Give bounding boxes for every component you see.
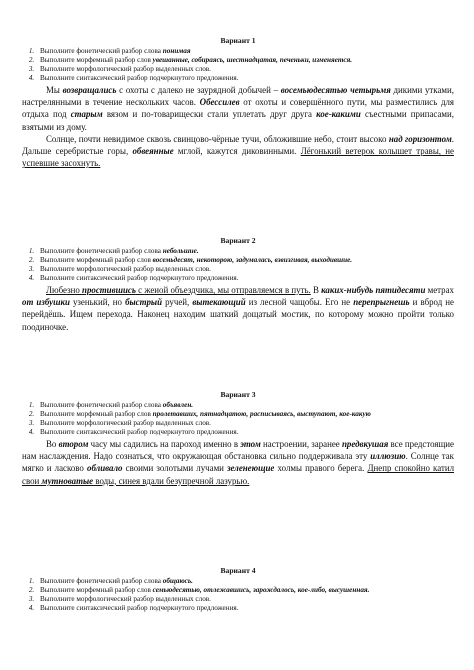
task-item: 4. Выполните синтаксический разбор подчеркнутого предложения. — [36, 74, 454, 83]
task-item: 3. Выполните морфологический разбор выделенных слов. — [36, 419, 454, 428]
variant-2 — [22, 236, 454, 333]
task-item: 2. Выполните морфемный разбор слов семьюдесятью, отлежавшись, зарождалось, кое-либо, высушенная. — [36, 586, 454, 595]
variant-4-task-list — [22, 577, 454, 613]
variant-3-title: Вариант 3 — [220, 390, 256, 399]
task-item: 3. Выполните морфологический разбор выделенных слов. — [36, 65, 454, 74]
task-item: 2. Выполните морфемный разбор слов пролетавших, пятнадцатою, расписываясь, выступают, кое-какую — [36, 410, 454, 419]
task-item: 3. Выполните морфологический разбор выделенных слов. — [36, 265, 454, 274]
underlined-sentence: жеиой объездчика, мы отправляемся в путь. — [144, 285, 311, 295]
task-item: 4. Выполните синтаксический разбор подчеркнутого предложения. — [36, 274, 454, 283]
paragraph: Солнце, почти невидимое сквозь свинцово-чёрные тучи, обложившие небо, стоит высоко над горизонтом. Дальше серебристые горы, обвеянные мглой, кажутся диковинными. Лёгонький ветерок колышет травы, не успевшие засохнуть. — [22, 133, 454, 169]
task-item: 1. Выполните фонетический разбор слова объявлен. — [36, 401, 454, 410]
variant-4-title: Вариант 4 — [220, 566, 256, 575]
variant-4 — [22, 566, 454, 613]
variant-3-passage — [22, 438, 454, 487]
task-item: 3. Выполните морфологический разбор выделенных слов. — [36, 595, 454, 604]
task-item: 2. Выполните морфемный разбор слов восемьдесят, некоторою, задумалась, взвизгивая, выходившие. — [36, 256, 454, 265]
paragraph: Во втором часу мы садились на пароход именно в этом настроении, заранее предвкушая все предстоящие нам наслаждения. Надо сознаться, что окружающая обстановка сильно поддерживала эту иллюзию. Солнце так мягко и ласково обливало своими золотыми лучами зеленеющие холмы правого берега. Днепр спокойно катил свои мутноватые воды, синея вдали безупречной лазурью. — [22, 439, 454, 486]
task-item: 1. Выполните фонетический разбор слова общаюсь. — [36, 577, 454, 586]
variant-3 — [22, 390, 454, 487]
variant-2-passage — [22, 284, 454, 333]
variant-1-title: Вариант 1 — [220, 36, 256, 45]
variant-2-task-list — [22, 247, 454, 283]
variant-1-task-list — [22, 47, 454, 83]
task-item: 1. Выполните фонетический разбор слова понимая — [36, 47, 454, 56]
underlined-sentence: Днепр спокойно катил свои — [22, 463, 454, 486]
variant-2-title: Вариант 2 — [220, 236, 256, 245]
task-item: 2. Выполните морфемный разбор слов увешанные, собираясь, шестнадцатая, печеньки, изменяется. — [36, 56, 454, 65]
variant-1 — [22, 36, 454, 169]
task-item: 1. Выполните фонетический разбор слова небольшие. — [36, 247, 454, 256]
paragraph: Любезно простившись с жеиой объездчика, мы отправляемся в путь. В каких-нибудь пятидесяти метрах от избушки узенький, но быстрый ручей, вытекающий из лесной чащобы. Его не перепрыгнешь и вброд не перейдёшь. Ищем перехода. Наконец находим шаткий дощатый мостик, по которому можно пройти только поодиночке. — [22, 285, 454, 332]
underlined-sentence: Лёгонький ветерок колышет травы, не успевшие засохнуть. — [22, 146, 454, 169]
variant-1-passage — [22, 84, 454, 169]
task-item: 4. Выполните синтаксический разбор подчеркнутого предложения. — [36, 428, 454, 437]
paragraph: Мы возвращались с охоты с далеко не заурядной добычей – восемьюдесятью четырьмя дикими утками, настрелянными в течение нескольких часов. Обессилев от охоты и совершённого пути, мы разместились для отдыха под старым вязом и по-товарищески стали уплетать друг друга кое-какими съестными припасами, взятыми из дому. — [22, 85, 455, 132]
variant-3-task-list — [22, 401, 454, 437]
task-item: 4. Выполните синтаксический разбор подчеркнутого предложения. — [36, 604, 454, 613]
